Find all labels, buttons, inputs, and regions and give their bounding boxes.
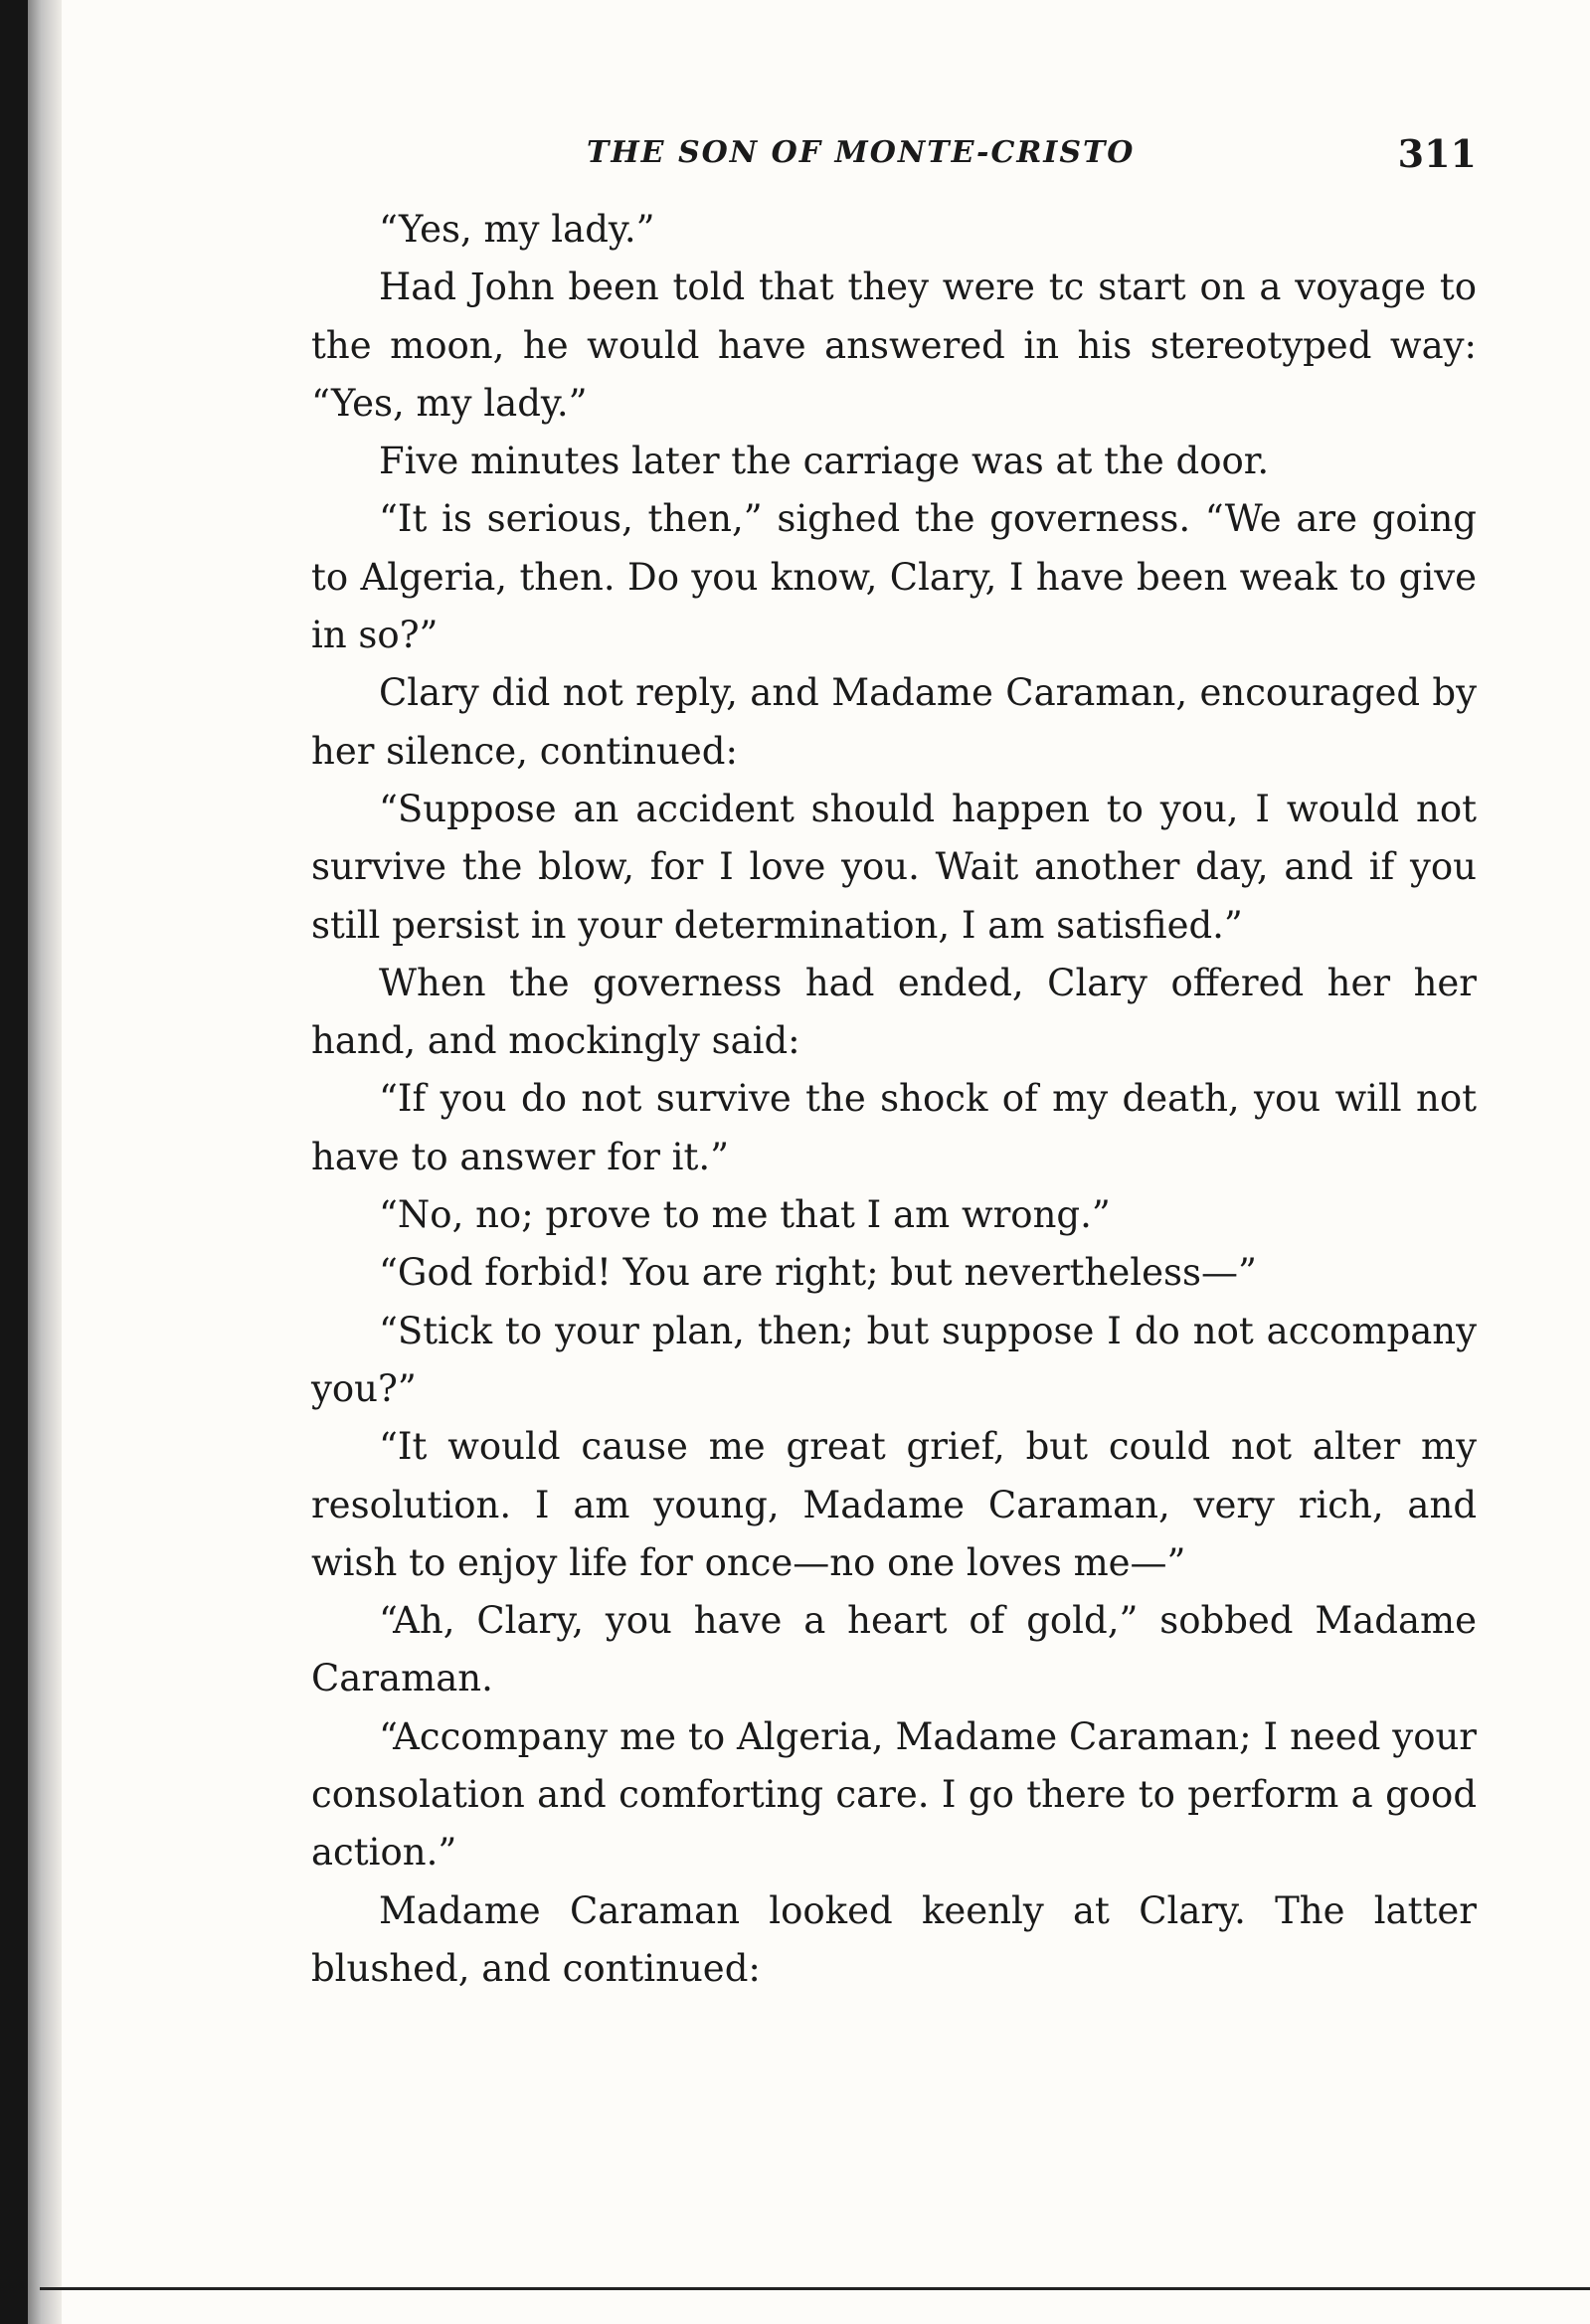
body-text xyxy=(311,201,1477,1998)
paragraph: “Yes, my lady.” xyxy=(379,208,655,251)
paragraph: When the governess had ended, Clary offered her her hand, and mockingly said: xyxy=(311,961,1477,1063)
paragraph: Clary did not reply, and Madame Caraman, encouraged by her silence, continued: xyxy=(311,671,1477,773)
page-number: 311 xyxy=(1397,131,1477,176)
binding-edge-gradient xyxy=(28,0,62,2324)
paragraph: “Accompany me to Algeria, Madame Caraman; I need your consolation and comforting care. I go there to perform a good action.” xyxy=(311,1714,1477,1875)
paragraph: “God forbid! You are right; but nevertheless—” xyxy=(379,1251,1257,1295)
paragraph: “It is serious, then,” sighed the governess. “We are going to Algeria, then. Do you know, Clary, I have been weak to give in so?” xyxy=(311,497,1477,657)
paragraph: “If you do not survive the shock of my death, you will not have to answer for it.” xyxy=(311,1077,1477,1178)
paragraph: Had John been told that they were tc start on a voyage to the moon, he would have answered in his stereotyped way: “Yes, my lady.” xyxy=(311,266,1477,425)
page-header xyxy=(308,127,1477,187)
paragraph: Madame Caraman looked keenly at Clary. The latter blushed, and continued: xyxy=(311,1888,1477,1990)
paragraph: “It would cause me great grief, but could not alter my resolution. I am young, Madame Caraman, very rich, and wish to enjoy life for once—no one loves me—” xyxy=(311,1425,1477,1584)
paragraph: “Stick to your plan, then; but suppose I do not accompany you?” xyxy=(311,1309,1477,1410)
running-title: THE SON OF MONTE-CRISTO xyxy=(587,135,1136,170)
paragraph: “Suppose an accident should happen to you, I would not survive the blow, for I love you. Wait another day, and if you still persist in your determination, I am satisfied.” xyxy=(311,787,1477,947)
paragraph: “Ah, Clary, you have a heart of gold,” sobbed Madame Caraman. xyxy=(311,1599,1477,1700)
paragraph: “No, no; prove to me that I am wrong.” xyxy=(379,1193,1111,1237)
paragraph: Five minutes later the carriage was at the door. xyxy=(379,440,1270,483)
book-binding-shadow xyxy=(0,0,28,2324)
bottom-rule xyxy=(40,2287,1590,2290)
